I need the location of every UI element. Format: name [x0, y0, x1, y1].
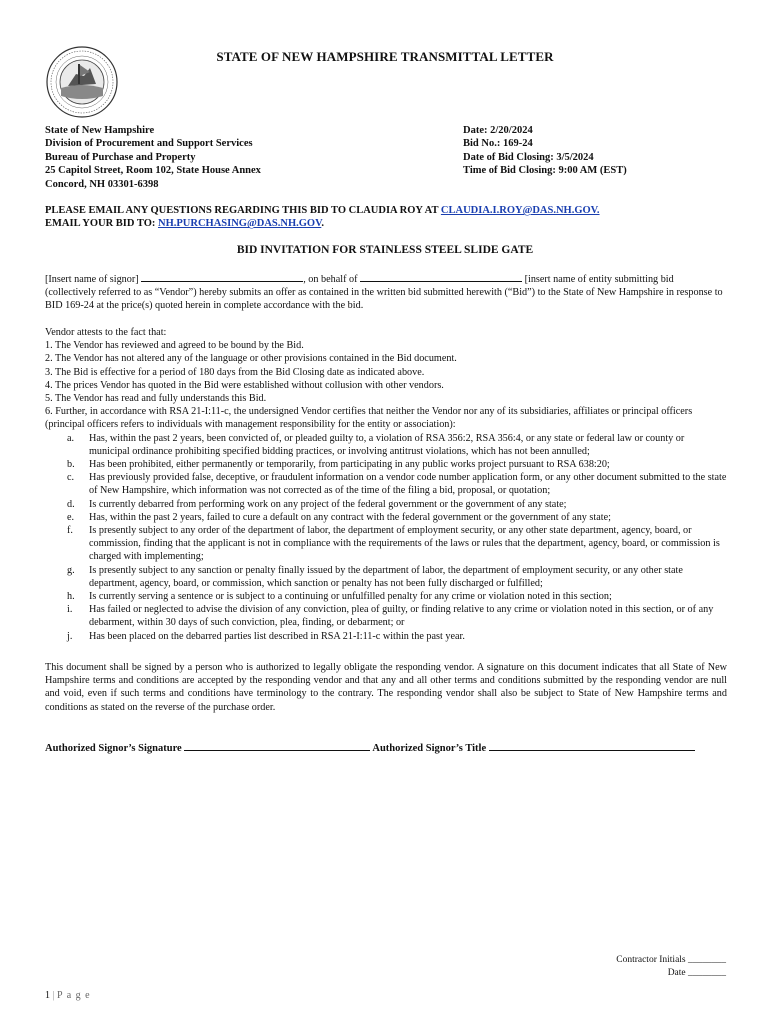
agency-address [45, 124, 261, 191]
bid-closing-time: Time of Bid Closing: 9:00 AM (EST) [463, 165, 627, 177]
list-item [45, 524, 727, 564]
submission-email-link[interactable]: NH.PURCHASING@DAS.NH.GOV [158, 218, 322, 230]
signature-label: Authorized Signor’s Signature [45, 743, 185, 754]
attestation-item: 3. The Bid is effective for a period of 180 days from the Bid Closing date as indicated above. [45, 366, 425, 378]
intro-paragraph [45, 272, 727, 313]
attestation-item: 1. The Vendor has reviewed and agreed to be bound by the Bid. [45, 340, 304, 352]
bid-closing-date: Date of Bid Closing: 3/5/2024 [463, 151, 594, 163]
title-label: Authorized Signor’s Title [370, 743, 489, 754]
attestation-item: 2. The Vendor has not altered any of the language or other provisions contained in the Bid document. [45, 353, 457, 365]
list-item [45, 471, 727, 497]
page-footer [45, 990, 91, 1001]
title-field[interactable] [489, 741, 695, 751]
list-marker: h. [67, 591, 75, 603]
list-marker: d. [67, 498, 75, 510]
address-line: Concord, NH 03301-6398 [45, 178, 159, 190]
signature-row [45, 741, 695, 754]
closing-paragraph: This document shall be signed by a person who is authorized to legally obligate the responding vendor. A signature on this document indicates that all State of New Hampshire terms and conditions are accepted by the responding vendor and that any and all other terms and conditions submitted by the responding vendor are null and void, even if such terms and conditions have terminology to the contrary. The responding vendor shall also be subject to State of New Hampshire terms and conditions as stated on the reverse of the purchase order. [45, 662, 727, 713]
list-item-text: Is currently serving a sentence or is subject to a continuing or unfulfilled penalty for any crime or violation noted in this section; [89, 591, 612, 603]
list-marker: f. [67, 525, 73, 537]
bid-date: Date: 2/20/2024 [463, 125, 533, 136]
bid-invitation-title: BID INVITATION FOR STAINLESS STEEL SLIDE GATE [236, 244, 534, 256]
intro-text: [insert name of entity submitting bid (collectively referred to as “Vendor”) hereby submits an offer as contained in the written bid submitted herewith (“Bid”) to the State of New Hampshire in response to BID 169-24 at the price(s) quoted herein in complete accordance with the bid. [45, 274, 723, 312]
bid-number: Bid No.: 169-24 [463, 138, 533, 150]
list-item [45, 498, 727, 511]
intro-text: , on behalf of [303, 274, 361, 285]
attestation-item: 4. The prices Vendor has quoted in the Bid were established without collusion with other vendors. [45, 379, 444, 391]
list-marker: j. [67, 630, 73, 642]
list-marker: a. [67, 432, 75, 444]
list-item-text: Has previously provided false, deceptive, or fraudulent information on a vendor code number application form, or any other document submitted to the state of New Hampshire, which information was not corrected as of the time of the filing a bid, proposal, or quotation; [89, 472, 727, 497]
list-item-text: Has, within the past 2 years, been convicted of, or pleaded guilty to, a violation of RSA 356:2, RSA 356:4, or any state or federal law or county or municipal ordinance prohibiting specified bidding practices, or involving antitrust violations, which has not been annulled; [89, 432, 685, 457]
list-item-text: Has, within the past 2 years, failed to cure a default on any contract with the federal government or the government of any state; [89, 511, 611, 523]
page-word: P a g e [57, 990, 91, 1001]
questions-text: PLEASE EMAIL ANY QUESTIONS REGARDING THIS BID TO CLAUDIA ROY AT [45, 205, 441, 216]
list-item-text: Is presently subject to any sanction or penalty finally issued by the department of labor, the department of employment security, or any other state department, agency, board, or commission, which sanction or penalty has not been fully discharged or fulfilled; [89, 564, 683, 589]
list-item [45, 432, 727, 458]
questions-email-link[interactable]: CLAUDIA.I.ROY@DAS.NH.GOV. [440, 205, 600, 216]
signature-field[interactable] [184, 741, 370, 751]
entity-name-blank[interactable] [360, 272, 522, 282]
contact-instructions [45, 204, 600, 231]
list-item-text: Has been prohibited, either permanently or temporarily, from participating in any public works project pursuant to RSA 638:20; [89, 459, 610, 471]
list-item [45, 458, 727, 471]
list-item-text: Has been placed on the debarred parties list described in RSA 21-I:11-c within the past year. [89, 630, 465, 642]
list-item [45, 564, 727, 590]
intro-text: [Insert name of signor] [45, 274, 142, 285]
page-title: STATE OF NEW HAMPSHIRE TRANSMITTAL LETTER [216, 49, 554, 64]
list-item [45, 511, 727, 524]
list-item [45, 590, 727, 603]
list-marker: e. [67, 511, 75, 523]
list-item-text: Has failed or neglected to advise the division of any conviction, plea of guilty, or finding relative to any crime or violation noted in this section, or of any debarment, within 30 days of such conviction, plea, finding, or debarment; or [89, 604, 714, 629]
list-item-text: Is presently subject to any order of the department of labor, the department of employment security, or any other state department, agency, board, or commission, finding that the applicant is not in compliance with the requirements of the laws or rules that the department, agency, board, or commission is charged with implementing; [89, 525, 720, 563]
list-marker: c. [67, 472, 75, 484]
date-field[interactable]: Date ________ [667, 968, 726, 978]
address-line: Bureau of Purchase and Property [45, 151, 196, 163]
initials-block [616, 954, 726, 980]
list-item [45, 603, 727, 629]
address-line: State of New Hampshire [45, 125, 155, 136]
contractor-initials-field[interactable]: Contractor Initials ________ [616, 955, 726, 965]
list-item-text: Is currently debarred from performing work on any project of the federal government or the government of any state; [89, 498, 567, 510]
list-marker: i. [67, 604, 73, 616]
address-line: Division of Procurement and Support Services [45, 138, 253, 150]
list-item [45, 630, 727, 643]
address-line: 25 Capitol Street, Room 102, State House Annex [45, 165, 261, 177]
footer-separator: | [50, 990, 58, 1001]
attestation-heading: Vendor attests to the fact that: [45, 327, 167, 338]
attestation-section [45, 326, 727, 643]
email-suffix: . [321, 218, 324, 230]
attestation-item: 5. The Vendor has read and fully understands this Bid. [45, 393, 267, 405]
attestation-item: 6. Further, in accordance with RSA 21-I:11-c, the undersigned Vendor certifies that neither the Vendor nor any of its subsidiaries, affiliates or principal officers (principal officers refers to individuals with management responsibility for the entity or association): [45, 406, 693, 431]
signor-name-blank[interactable] [141, 272, 303, 282]
list-marker: g. [67, 564, 75, 576]
bid-info [463, 124, 627, 178]
certification-list [45, 432, 727, 643]
page-number: 1 [45, 990, 50, 1001]
email-bid-text: EMAIL YOUR BID TO: [45, 218, 158, 230]
list-marker: b. [67, 459, 75, 471]
